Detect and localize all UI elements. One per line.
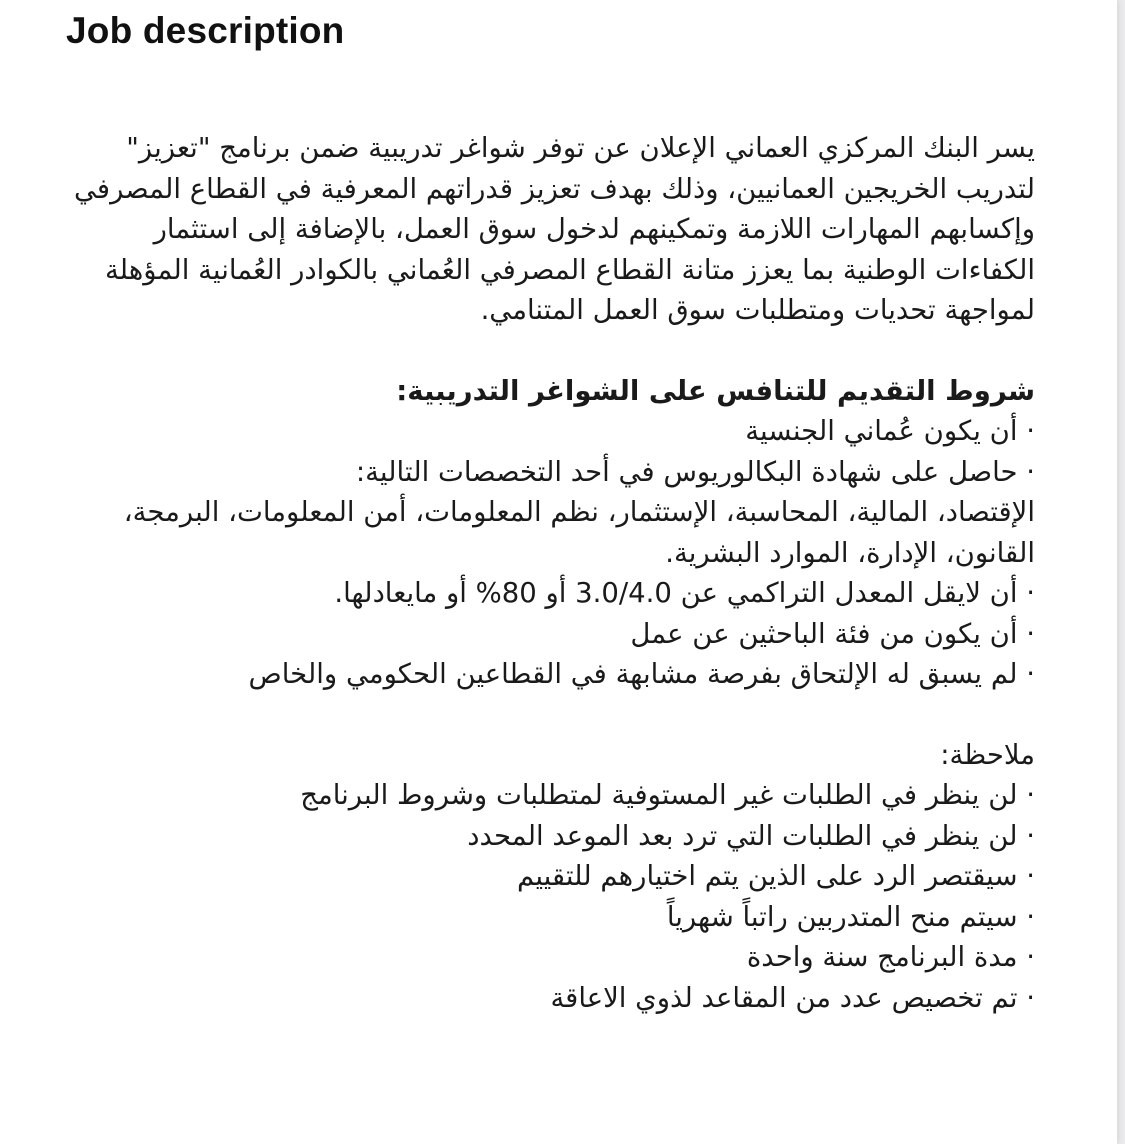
page-title: Job description (66, 10, 345, 51)
note-item: · سيتم منح المتدربين راتباً شهرياً (666, 900, 1035, 933)
condition-item: الإقتصاد، المالية، المحاسبة، الإستثمار، نظم المعلومات، أمن المعلومات، البرمجة، القانون، الإدارة، الموارد البشرية. (123, 496, 1035, 569)
note-item: · تم تخصيص عدد من المقاعد لذوي الاعاقة (550, 981, 1035, 1014)
condition-item: · أن لايقل المعدل التراكمي عن 3.0/4.0 أو 80% أو مايعادلها. (334, 577, 1035, 609)
job-description-body (50, 128, 1035, 1018)
conditions-heading: شروط التقديم للتنافس على الشواغر التدريبية: (396, 374, 1035, 407)
intro-paragraph: يسر البنك المركزي العماني الإعلان عن توفر شواغر تدريبية ضمن برنامج "تعزيز" لتدريب الخريجين العمانيين، وذلك بهدف تعزيز قدراتهم المعرفية في القطاع المصرفي وإكسابهم المهارات اللازمة وتمكينهم لدخول سوق العمل، بالإضافة إلى استثمار الكفاءات الوطنية بما يعزز متانة القطاع المصرفي العُماني بالكوادر العُمانية المؤهلة لمواجهة تحديات ومتطلبات سوق العمل المتنامي. (74, 132, 1035, 326)
note-item: · لن ينظر في الطلبات التي ترد بعد الموعد المحدد (467, 819, 1035, 852)
condition-item: · أن يكون من فئة الباحثين عن عمل (630, 617, 1035, 650)
section-spacer (50, 695, 1035, 735)
note-item: · سيقتصر الرد على الذين يتم اختيارهم للتقييم (517, 860, 1035, 892)
note-item: · مدة البرنامج سنة واحدة (746, 941, 1035, 973)
condition-item: · أن يكون عُماني الجنسية (745, 415, 1035, 447)
condition-item: · لم يسبق له الإلتحاق بفرصة مشابهة في القطاعين الحكومي والخاص (248, 658, 1035, 690)
notes-heading: ملاحظة: (940, 738, 1035, 771)
condition-item: · حاصل على شهادة البكالوريوس في أحد التخصصات التالية: (355, 455, 1035, 488)
note-item: · لن ينظر في الطلبات غير المستوفية لمتطلبات وشروط البرنامج (300, 779, 1035, 811)
